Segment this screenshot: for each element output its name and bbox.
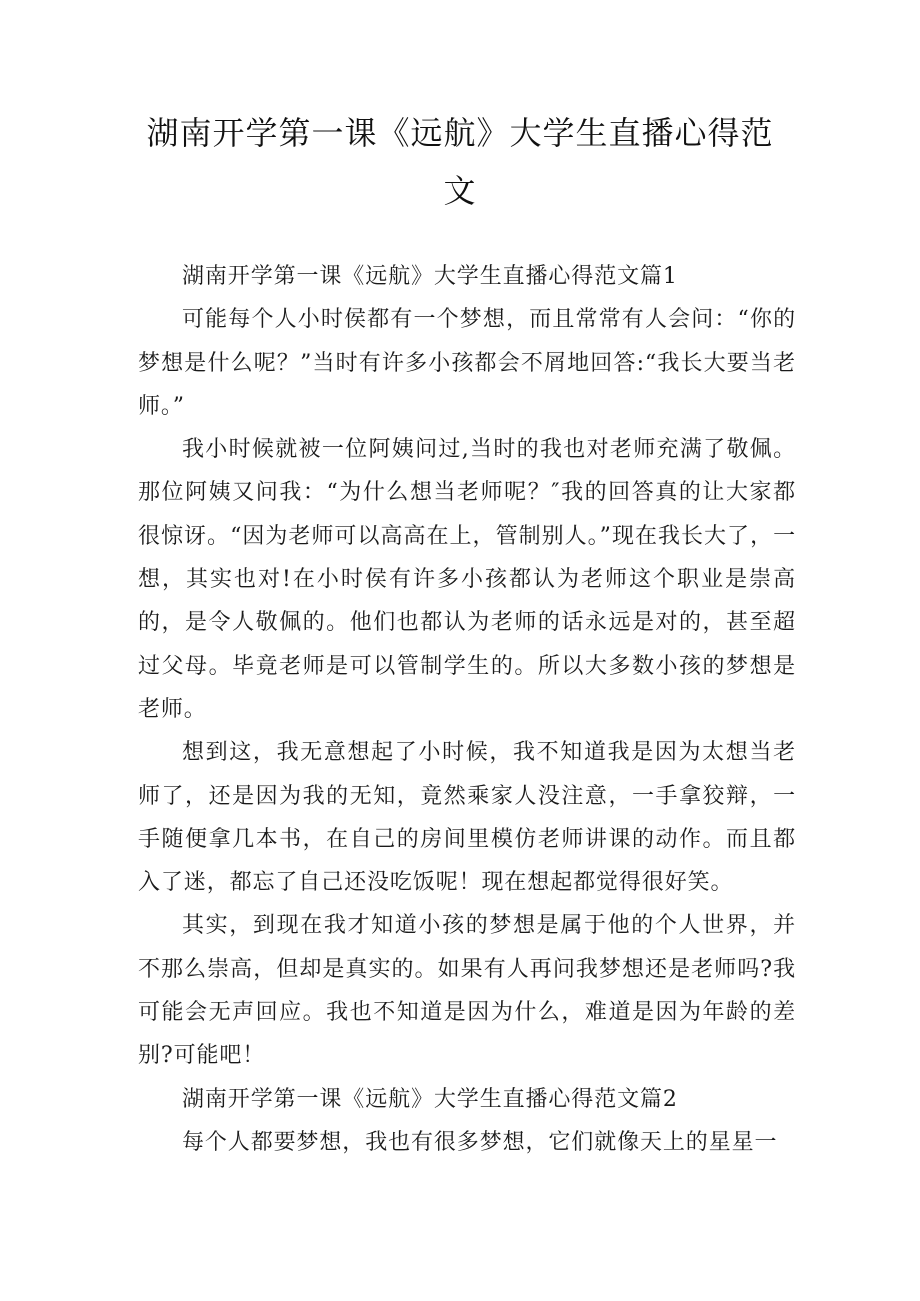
document-title: 湖南开学第一课《远航》大学生直播心得范文 bbox=[146, 114, 774, 210]
paragraph: 可能每个人小时侯都有一个梦想，而且常常有人会问：“你的梦想是什么呢？”当时有许多小孩都会不屑地回答:“我长大要当老师。” bbox=[138, 307, 796, 419]
section-heading-2: 湖南开学第一课《远航》大学生直播心得范文篇2 bbox=[182, 1086, 678, 1112]
paragraph: 我小时候就被一位阿姨问过,当时的我也对老师充满了敬佩。那位阿姨又问我：“为什么想当老师呢？″我的回答真的让大家都很惊讶。“因为老师可以高高在上，管制别人。”现在我长大了，一想，其实也对!在小时侯有许多小孩都认为老师这个职业是崇高的，是令人敬佩的。他们也都认为老师的话永远是对的，甚至超过父母。毕竟老师是可以管制学生的。所以大多数小孩的梦想是老师。 bbox=[138, 437, 796, 722]
paragraph: 想到这，我无意想起了小时候，我不知道我是因为太想当老师了，还是因为我的无知，竟然乘家人没注意，一手拿狡辩，一手随便拿几本书，在自己的房间里模仿老师讲课的动作。而且都入了迷，都忘了自己还没吃饭呢！现在想起都觉得很好笑。 bbox=[138, 740, 796, 896]
paragraph: 每个人都要梦想，我也有很多梦想，它们就像天上的星星一 bbox=[182, 1129, 778, 1155]
document-body bbox=[138, 255, 796, 1164]
paragraph: 其实，到现在我才知道小孩的梦想是属于他的个人世界，并不那么崇高，但却是真实的。如果有人再问我梦想还是老师吗?我可能会无声回应。我也不知道是因为什么，难道是因为年龄的差别?可能吧！ bbox=[138, 913, 796, 1069]
section-heading-1: 湖南开学第一课《远航》大学生直播心得范文篇1 bbox=[182, 264, 678, 289]
